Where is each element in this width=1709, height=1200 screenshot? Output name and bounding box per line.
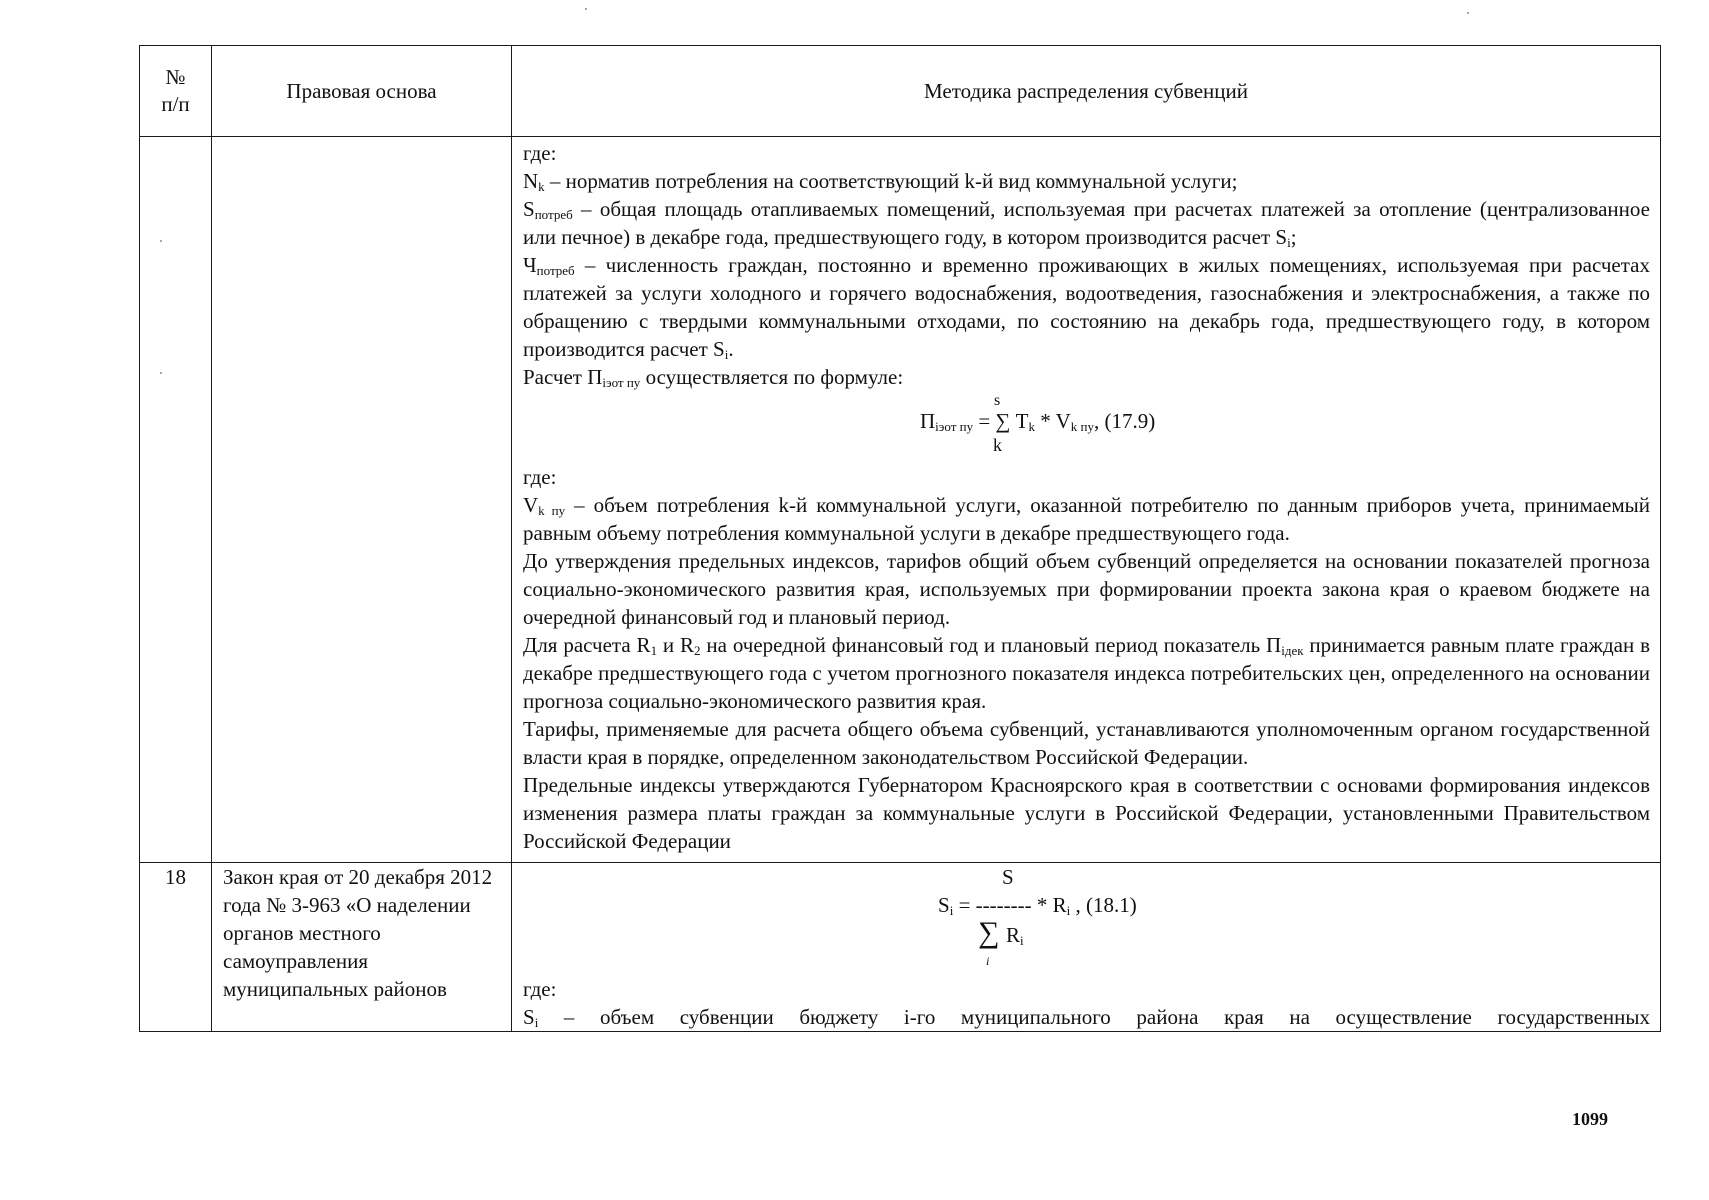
paragraph-limit-indexes: Предельные индексы утверждаются Губернатором Красноярского края в соответствии с основами формирования индексов изменения размера платы граждан за коммунальные услуги в Российской Федерации, установленными Правительством Российской Федерации [523,773,1650,853]
row18-number-cell [140,863,212,1032]
row18-method-cell [512,863,1661,1032]
scan-speck [1467,12,1469,14]
sum-sign: ∑ [978,916,1000,949]
formula-17-9-expression: $П_{iэот пу}$ = ∑ $T_k * V_{k пу}$, (17.9) [920,409,1156,434]
where-label-2: где: [523,465,557,489]
header-number-line2: п/п [161,92,190,116]
scan-speck [160,372,162,374]
row-number: 18 [165,865,186,889]
definition-si: $S_i$ – объем субвенции бюджету i-го муниципального района края на осуществление государственных [523,1005,1650,1030]
header-methodology: Методика распределения субвенций [512,46,1661,137]
header-legal-basis: Правовая основа [212,46,512,137]
sum-lower-limit: k [993,435,1002,455]
row18-basis-cell [212,863,512,1032]
sum-index: i [986,954,990,968]
row17-basis-cell [212,137,512,863]
table-row-18 [140,863,1661,1032]
scan-speck [585,8,587,10]
subventions-table [139,45,1661,1032]
paragraph-until-approval: До утверждения предельных индексов, тарифов общий объем субвенций определяется на основании показателей прогноза социально-экономического развития края, используемых при формировании проекта закона края о краевом бюджете на очередной финансовый год и плановый период. [523,549,1650,629]
fraction-denominator: $R_i$ [1006,923,1024,948]
header-number-line1: № [165,65,186,89]
formula-18-1 [523,865,1650,975]
where-label-1: где: [523,141,557,165]
paragraph-calc-r1-r2: Для расчета $R_1$ и $R_2$ на очередной финансовый год и плановый период показатель $П_{iдек}$ принимается равным плате граждан в декабре предшествующего года с учетом прогнозного показателя индекса потребительских цен, определенного на основании прогноза социально-экономического развития края. [523,633,1650,713]
formula-17-9 [523,391,1650,463]
paragraph-tariffs: Тарифы, применяемые для расчета общего объема субвенций, устанавливаются уполномоченным органом государственной власти края в порядке, определенном законодательством Российской Федерации. [523,717,1650,769]
table-row-17-continued [140,137,1661,863]
sum-upper-limit: s [994,392,1001,409]
row17-method-cell [512,137,1661,863]
row17-number-cell [140,137,212,863]
fraction-numerator: S [1002,865,1014,889]
table-header-row [140,46,1661,137]
legal-basis-text: Закон края от 20 декабря 2012 года № 3-963 «О наделении органов местного самоуправления муниципальных районов [223,865,493,1001]
where-label-3: где: [523,977,557,1001]
scan-speck [160,240,162,242]
calc-intro: Расчет $П_{iэот пу}$ осуществляется по формуле: [523,365,904,390]
definition-s-potreb: $S_{потреб}$ – общая площадь отапливаемых помещений, используемая при расчетах платежей за отопление (централизованное или печное) в декабре года, предшествующего году, в котором производится расчет $S_i$; [523,197,1650,250]
header-number-column [140,46,212,137]
definition-ch-potreb: $Ч_{потреб}$ – численность граждан, постоянно и временно проживающих в жилых помещениях, используемая при расчетах платежей за услуги холодного и горячего водоснабжения, водоотведения, газоснабжения и электроснабжения, а также по обращению с твердыми коммунальными отходами, по состоянию на декабрь года, предшествующего году, в котором производится расчет $S_i$. [523,253,1650,362]
definition-nk: $N_k$ – норматив потребления на соответствующий k-й вид коммунальной услуги; [523,169,1238,194]
definition-v-k-pu: $V_{k пу}$ – объем потребления k-й коммунальной услуги, оказанной потребителю по данным приборов учета, принимаемый равным объему потребления коммунальной услуги в декабре предшествующего года. [523,493,1650,545]
page-number: 1099 [1572,1109,1608,1129]
formula-18-1-expression: $S_i$ = -------- * $R_i$ , (18.1) [938,893,1137,918]
